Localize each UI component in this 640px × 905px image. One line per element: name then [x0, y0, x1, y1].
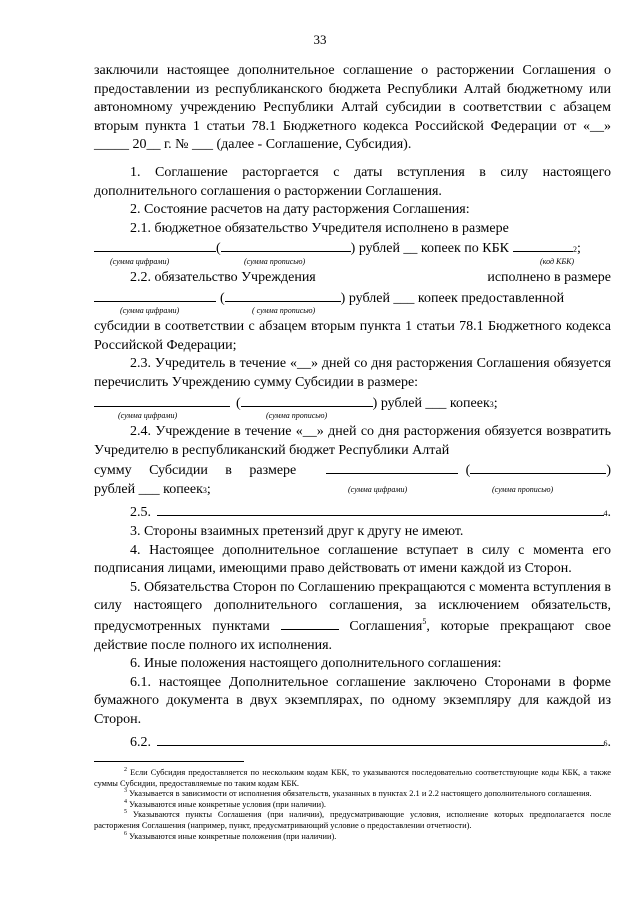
clause-2-4: 2.4. Учреждение в течение «__» дней со дня расторжения обязуется возвратить Учредителю в республиканский бюджет Республики Алтай	[94, 424, 611, 458]
clause-6-2-blank	[157, 732, 604, 746]
clause-2-3: 2.3. Учредитель в течение «__» дней со дня расторжения Соглашения обязуется перечислить Учреждению сумму Субсидии в размере:	[94, 356, 611, 390]
footnotes	[94, 768, 611, 842]
clause-6: 6. Иные положения настоящего дополнительного соглашения:	[130, 656, 502, 672]
sum-words-blank	[225, 288, 341, 302]
sum-digits-blank	[326, 460, 458, 474]
clause-5: 5. Обязательства Сторон по Соглашению прекращаются с момента вступления в силу настоящего дополнительного соглашения, за исключением обязательств, предусмотренных пунктами Соглашения$^5$, которые прекращают свое действие после полного их исполнения.	[94, 579, 611, 653]
page-number: 33	[313, 32, 327, 47]
clause-2-2-continuation: субсидии в соответствии с абзацем вторым пункта 1 статьи 78.1 Бюджетного кодекса Российской Федерации;	[94, 319, 611, 353]
sum-digits-blank	[94, 393, 230, 407]
footnote: $^5$ Указываются пункты Соглашения (при наличии), предусматривающие условия, исполнение которых предполагается после расторжения Соглашения (например, пункт, предусматривающий условие о предоставлении отчетности).	[94, 809, 612, 830]
footnote: $^2$ Если Субсидия предоставляется по нескольким кодам КБК, то указываются последовательно соответствующие коды КБК, а также суммы Субсидии, предоставляемые по таким кодам КБК.	[94, 767, 612, 788]
clause-6-1: 6.1. настоящее Дополнительное соглашение заключено Сторонами в форме бумажного документа в двух экземплярах, по одному экземпляру для каждой из Сторон.	[94, 674, 611, 727]
clause-3: 3. Стороны взаимных претензий друг к другу не имеют.	[130, 524, 464, 540]
clause-2-4-hints: (сумма цифрами) (сумма прописью)	[348, 484, 554, 494]
clause-2-3-fill-line: ( ) рублей ___ копеек 3 ;	[94, 393, 611, 414]
sum-digits-blank	[94, 238, 216, 252]
clause-4: 4. Настоящее дополнительное соглашение вступает в силу с момента его подписания лицами, имеющими право действовать от имени каждой из Сторон.	[94, 542, 611, 577]
kbk-blank	[513, 238, 573, 252]
clause-2-4-line-4: рублей ___ копеек 3 ; (сумма цифрами) (сумма прописью)	[94, 481, 611, 500]
footnote: $^4$ Указываются иные конкретные условия (при наличии).	[124, 798, 326, 809]
sum-words-blank	[221, 238, 351, 252]
clause-2-4-fill-line: сумму Субсидии в размере ( )	[94, 460, 611, 481]
clause-2-5: 2.5. 4 .	[94, 502, 611, 523]
clause-2-2-fill-line: ( ) рублей ___ копеек предоставленной	[94, 288, 611, 309]
intro-paragraph: заключили настоящее дополнительное соглашение о расторжении Соглашения о предоставлении из республиканского бюджета Республики Алтай бюджетному или автономному учреждению Республики Алтай субсидии в соответствии с абзацем вторым пункта 1 статьи 78.1 Бюджетного кодекса Российской Федерации от «__» _____ 20__ г. № ___ (далее - Соглашение, Субсидия).	[94, 63, 611, 153]
document-body	[94, 62, 611, 752]
footnote: $^3$ Указывается в зависимости от исполнения обязательств, указанных в пунктах 2.1 и 2.2 настоящего дополнительного соглашения.	[124, 788, 592, 799]
clause-1: 1. Соглашение расторгается с даты вступления в силу настоящего дополнительного соглашения о расторжении Соглашения.	[94, 164, 611, 199]
clause-2-1: 2.1. бюджетное обязательство Учредителя исполнено в размере	[130, 220, 509, 236]
sum-words-blank	[241, 393, 373, 407]
sum-digits-blank	[94, 288, 216, 302]
clause-6-2: 6.2. 6 .	[94, 732, 611, 753]
clause-2-1-hints: (сумма цифрами) (сумма прописью) (код КБК)	[110, 256, 575, 266]
footnote-separator	[94, 761, 244, 762]
clause-2-1-fill-line: ( ) рублей __ копеек по КБК 2 ;	[94, 238, 611, 259]
clause-5-blank	[281, 616, 339, 630]
clause-2-2: 2.2. обязательство Учреждения исполнено в размере	[130, 269, 611, 285]
footnote: $^6$ Указываются иные конкретные положения (при наличии).	[124, 830, 337, 841]
clause-2-3-hints: (сумма цифрами) (сумма прописью)	[118, 411, 328, 421]
clause-2-2-hints: (сумма цифрами) ( сумма прописью)	[120, 306, 316, 316]
sum-words-blank	[470, 460, 606, 474]
clause-2-5-blank	[157, 502, 604, 516]
clause-2: 2. Состояние расчетов на дату расторжения Соглашения:	[130, 202, 470, 218]
